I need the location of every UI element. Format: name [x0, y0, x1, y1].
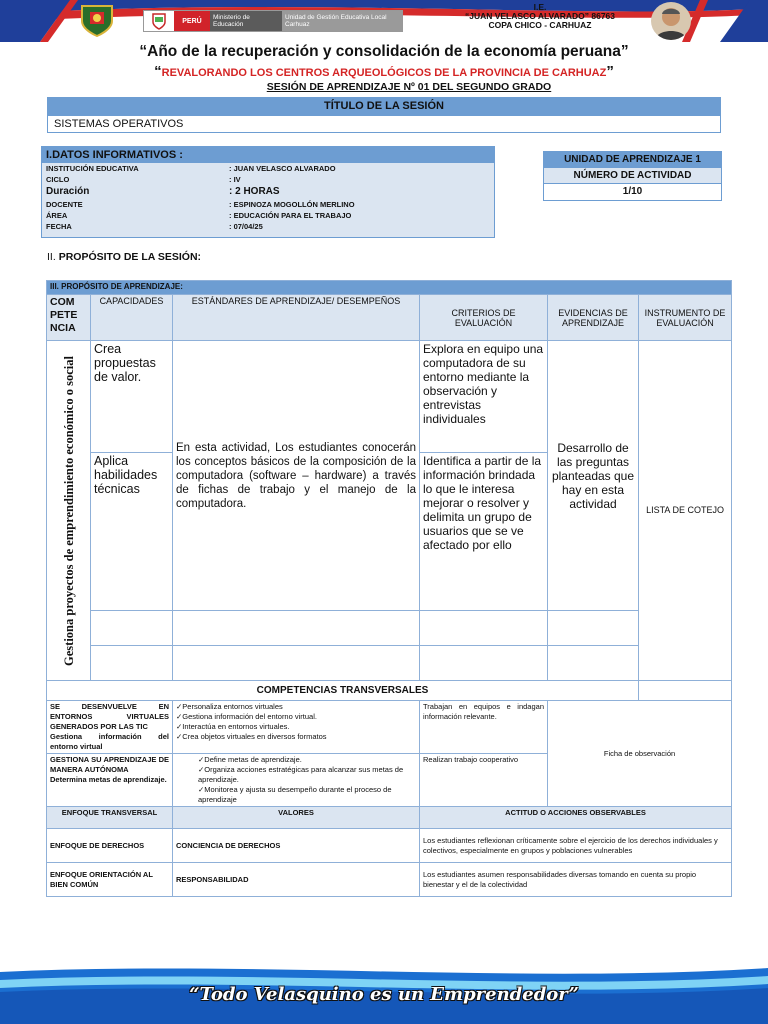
- autonomo-capacidad: Determina metas de aprendizaje.: [50, 775, 167, 784]
- empty-cell: [420, 611, 548, 646]
- tic-competencia: SE DESENVUELVE EN ENTORNOS VIRTUALES GENERADOS POR LAS TIC: [50, 702, 169, 731]
- datos-row: [42, 210, 494, 221]
- empty-cell: [420, 646, 548, 681]
- enfoque-row: [47, 829, 732, 863]
- competencia-text: Gestiona proyectos de emprendimiento económico o social: [61, 355, 76, 666]
- datos-value: : 07/04/25: [229, 222, 263, 231]
- header-capacidades: CAPACIDADES: [91, 295, 173, 341]
- list-item: ✓ Monitorea y ajusta su desempeño durante el proceso de aprendizaje: [198, 785, 416, 805]
- header-competencia: COM PETE NCIA: [47, 295, 91, 341]
- peru-coat-of-arms-icon: [144, 11, 174, 31]
- datos-key: FECHA: [46, 222, 72, 231]
- list-item: ✓ Interactúa en entornos virtuales.: [176, 722, 416, 732]
- footer-slogan: “Todo Velasquino es un Emprendedor”: [189, 984, 579, 1005]
- table-header-row: [47, 295, 732, 341]
- header-criterios: CRITERIOS DE EVALUACIÓN: [420, 295, 548, 341]
- tic-items-cell: [173, 701, 420, 754]
- header-estandares: ESTÁNDARES DE APRENDIZAJE/ DESEMPEÑOS: [173, 295, 420, 341]
- datos-key: CICLO: [46, 175, 70, 184]
- criterio-cell: Identifica a partir de la información brindada lo que le interesa mejorar o resolver y delimita un grupo de usuarios que se ve afectado por ello: [420, 453, 548, 611]
- capacidad-cell: Crea propuestas de valor.: [91, 341, 173, 453]
- datos-key: ÁREA: [46, 211, 68, 220]
- datos-row: [42, 174, 494, 185]
- capacidad-cell: Aplica habilidades técnicas: [91, 453, 173, 611]
- datos-value: : ESPINOZA MOGOLLÓN MERLINO: [229, 200, 355, 209]
- learning-purpose-table: [46, 280, 732, 897]
- datos-row: [42, 185, 494, 199]
- session-heading: SESIÓN DE APRENDIZAJE Nº 01 DEL SEGUNDO GRADO: [266, 81, 552, 93]
- numero-actividad-label: NÚMERO DE ACTIVIDAD: [544, 168, 721, 184]
- datos-key: INSTITUCIÓN EDUCATIVA: [46, 164, 139, 173]
- empty-cell: [639, 681, 732, 701]
- transversal-row: [47, 701, 732, 754]
- enfoque-header-row: [47, 807, 732, 829]
- tic-items-list: [176, 702, 416, 742]
- page-header: [0, 0, 768, 42]
- lema-close-quote: ”: [606, 63, 614, 80]
- gov-peru-label: PERÚ: [174, 11, 210, 31]
- enfoque-actitud: Los estudiantes reflexionan críticamente sobre el ejercicio de los derechos individuales y colectivos, especialmente en grupos y poblaciones vulnerables: [420, 829, 732, 863]
- session-title-value: SISTEMAS OPERATIVOS: [47, 115, 721, 133]
- datos-value: : JUAN VELASCO ALVARADO: [229, 164, 336, 173]
- empty-cell: [173, 611, 420, 646]
- estandar-cell: En esta actividad, Los estudiantes conocerán los conceptos básicos de la composición de la computadora (software – hardware) a través de fichas de trabajo y el manejo de la computadora.: [173, 341, 420, 611]
- transversal-header-row: [47, 681, 732, 701]
- tic-competencia-cell: [47, 701, 173, 754]
- lema-text: REVALORANDO LOS CENTROS ARQUEOLÓGICOS DE LA PROVINCIA DE CARHUAZ: [161, 67, 607, 79]
- datos-row: [42, 221, 494, 232]
- table-section-row: [47, 281, 732, 295]
- datos-heading: I.DATOS INFORMATIVOS :: [42, 147, 494, 163]
- table-row-empty: [47, 611, 732, 646]
- school-shield-icon: [78, 3, 116, 37]
- list-item: ✓ Crea objetos virtuales en diversos formatos: [176, 732, 416, 742]
- founder-portrait: [651, 2, 691, 40]
- school-name: “JUAN VELASCO ALVARADO” 86763: [464, 11, 616, 21]
- table-section-title: III. PROPÓSITO DE APRENDIZAJE:: [47, 281, 732, 295]
- datos-value: : EDUCACIÓN PARA EL TRABAJO: [229, 211, 352, 220]
- gov-ministry-label: Ministerio de Educación: [210, 11, 282, 31]
- transversal-heading: COMPETENCIAS TRANSVERSALES: [47, 681, 639, 701]
- enfoque-actitud: Los estudiantes asumen responsabilidades diversas tomando en cuenta su propio bienestar y el de la colectividad: [420, 863, 732, 897]
- empty-cell: [548, 646, 639, 681]
- instrumento-cell: LISTA DE COTEJO: [639, 341, 732, 681]
- government-logo: [143, 10, 403, 32]
- list-item: ✓ Organiza acciones estratégicas para alcanzar sus metas de aprendizaje.: [198, 765, 416, 785]
- unidad-box: [543, 151, 722, 201]
- tic-criterio: Trabajan en equipos e indagan información relevante.: [420, 701, 548, 754]
- header-enfoque: ENFOQUE TRANSVERSAL: [47, 807, 173, 829]
- enfoque-name: ENFOQUE DE DERECHOS: [47, 829, 173, 863]
- empty-cell: [91, 646, 173, 681]
- unidad-label: UNIDAD DE APRENDIZAJE 1: [544, 152, 721, 168]
- school-place: COPA CHICO - CARHUAZ: [488, 20, 592, 30]
- header-valores: VALORES: [173, 807, 420, 829]
- tic-capacidad: Gestiona información del entorno virtual: [50, 732, 169, 751]
- evidencia-cell: Desarrollo de las preguntas planteadas que hay en esta actividad: [548, 341, 639, 611]
- transversal-instrumento: Ficha de observación: [548, 701, 732, 807]
- datos-key: Duración: [46, 186, 90, 197]
- lema-open-quote: “: [154, 63, 162, 80]
- enfoque-name: ENFOQUE ORIENTACIÓN AL BIEN COMÚN: [47, 863, 173, 897]
- list-item: ✓ Personaliza entornos virtuales: [176, 702, 416, 712]
- lema-line: [0, 63, 768, 80]
- datos-value: : IV: [229, 175, 241, 184]
- header-instrumento: INSTRUMENTO DE EVALUACIÓN: [639, 295, 732, 341]
- table-row-empty: [47, 646, 732, 681]
- datos-informativos-box: [41, 146, 495, 238]
- list-item: ✓ Gestiona información del entorno virtual.: [176, 712, 416, 722]
- autonomo-items-list: [176, 755, 416, 805]
- table-row: [47, 341, 732, 453]
- school-name-block: [430, 3, 650, 30]
- empty-cell: [548, 611, 639, 646]
- enfoque-row: [47, 863, 732, 897]
- autonomo-competencia: GESTIONA SU APRENDIZAJE DE MANERA AUTÓNOMA: [50, 755, 169, 774]
- enfoque-valor: CONCIENCIA DE DERECHOS: [173, 829, 420, 863]
- proposito-num: II.: [47, 251, 56, 263]
- empty-cell: [91, 611, 173, 646]
- school-ie: I.E.: [533, 2, 547, 12]
- list-item: ✓ Define metas de aprendizaje.: [198, 755, 416, 765]
- autonomo-criterio: Realizan trabajo cooperativo: [420, 754, 548, 807]
- proposito-label: PROPÓSITO DE LA SESIÓN:: [58, 251, 202, 263]
- datos-value: : 2 HORAS: [229, 186, 280, 197]
- year-title: “Año de la recuperación y consolidación de la economía peruana”: [139, 43, 629, 60]
- autonomo-competencia-cell: [47, 754, 173, 807]
- autonomo-items-cell: [173, 754, 420, 807]
- datos-row: [42, 163, 494, 174]
- gov-ugel-label: Unidad de Gestión Educativa Local Carhuaz: [282, 11, 402, 31]
- empty-cell: [173, 646, 420, 681]
- proposito-heading: [47, 251, 201, 263]
- numero-actividad-value: 1/10: [544, 184, 721, 200]
- competencia-cell: [47, 341, 91, 681]
- header-actitud: ACTITUD O ACCIONES OBSERVABLES: [420, 807, 732, 829]
- enfoque-valor: RESPONSABILIDAD: [173, 863, 420, 897]
- session-title-header: TÍTULO DE LA SESIÓN: [47, 97, 721, 115]
- header-evidencias: EVIDENCIAS DE APRENDIZAJE: [548, 295, 639, 341]
- criterio-cell: Explora en equipo una computadora de su entorno mediante la observación y entrevistas individuales: [420, 341, 548, 453]
- datos-key: DOCENTE: [46, 200, 83, 209]
- datos-row: [42, 199, 494, 210]
